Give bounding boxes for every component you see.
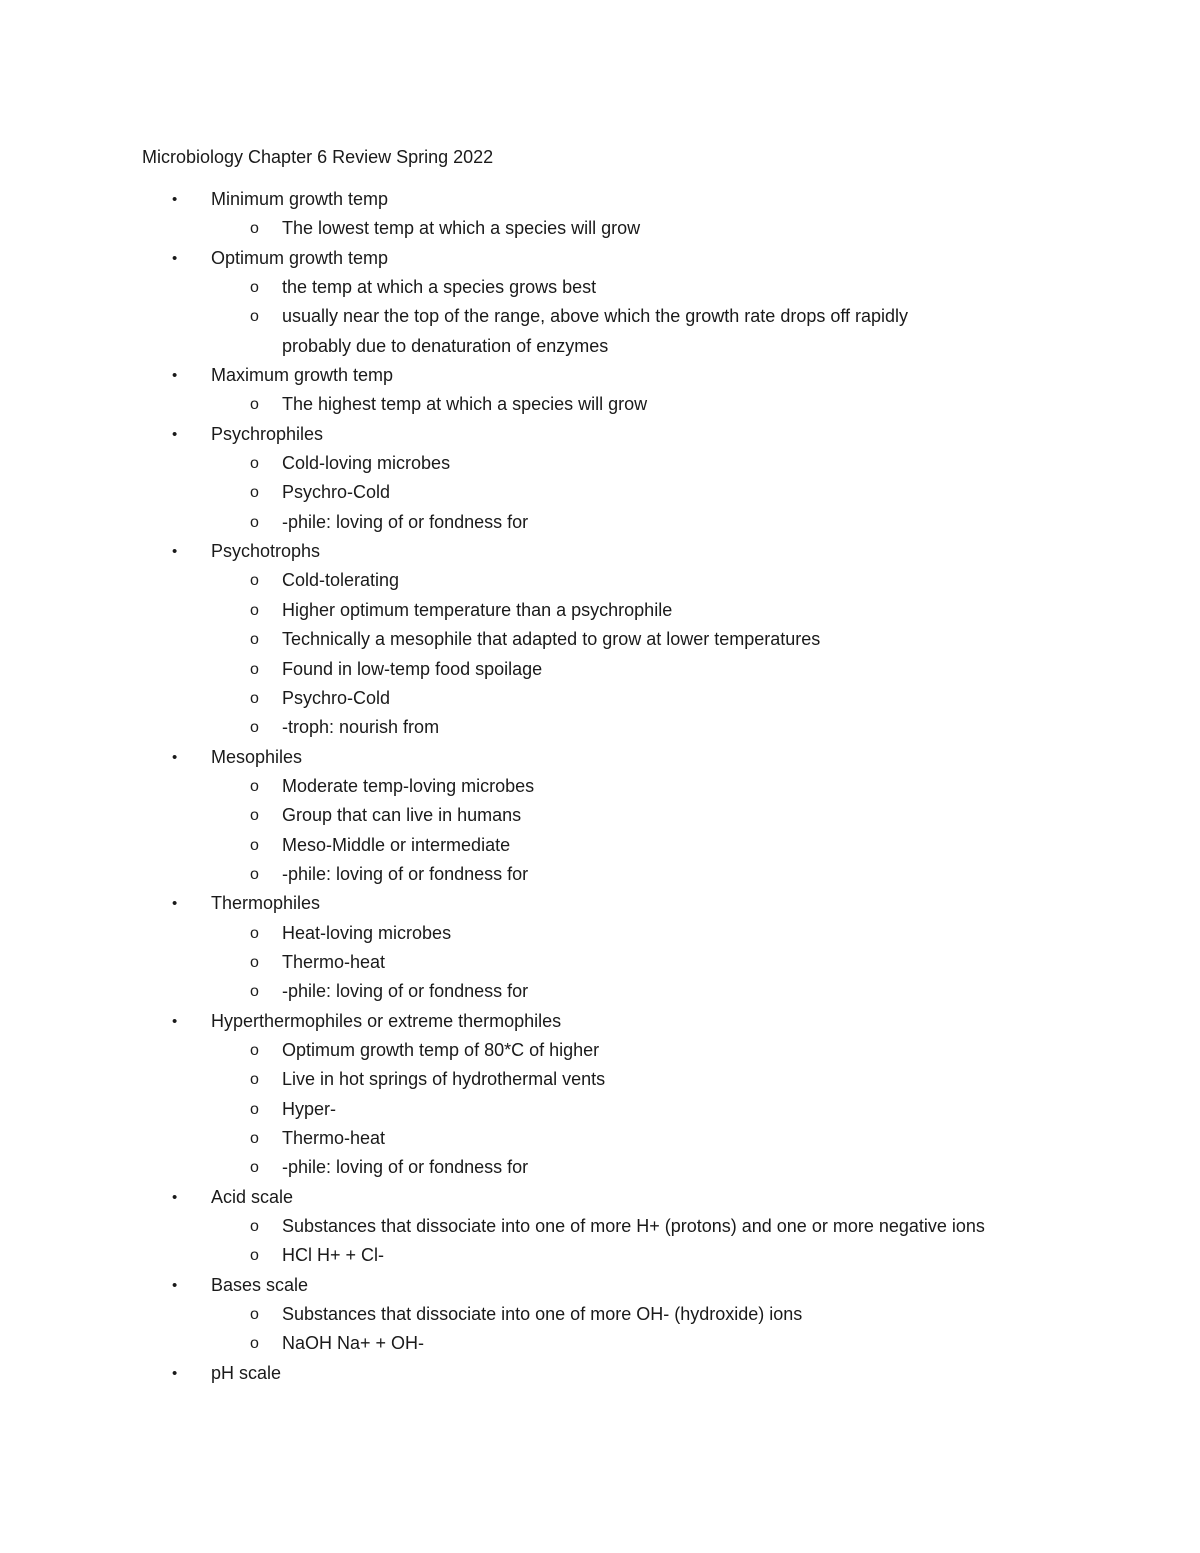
sub-bullet-marker: o [250, 220, 259, 238]
line-text: Optimum growth temp of 80*C of higher [282, 1039, 600, 1060]
bullet-marker: • [172, 367, 178, 385]
line-text: Cold-loving microbes [282, 453, 451, 474]
sub-bullet-marker: o [250, 777, 259, 795]
line-text: -troph: nourish from [282, 717, 440, 738]
bullet-marker: • [172, 543, 178, 561]
line-text: Moderate temp-loving microbes [282, 775, 535, 796]
line-text: -phile: loving of or fondness for [282, 863, 529, 884]
sub-bullet-marker: o [250, 308, 259, 326]
line-text: pH scale [211, 1362, 282, 1383]
sub-bullet-marker: o [250, 953, 259, 971]
sub-bullet-item [0, 566, 1200, 595]
sub-bullet-item [0, 919, 1200, 948]
sub-bullet-marker: o [250, 807, 259, 825]
sub-bullet-item [0, 1153, 1200, 1182]
line-text: usually near the top of the range, above which the growth rate drops off rapidly [282, 306, 909, 327]
line-text: Psychrophiles [211, 423, 324, 444]
sub-bullet-item [0, 1300, 1200, 1329]
line-text: the temp at which a species grows best [282, 277, 597, 298]
line-text: The lowest temp at which a species will grow [282, 218, 641, 239]
sub-bullet-item [0, 302, 1200, 331]
line-text: Psychotrophs [211, 541, 321, 562]
sub-bullet-item [0, 772, 1200, 801]
line-text: HCl H+ + Cl- [282, 1245, 385, 1266]
line-text: Hyperthermophiles or extreme thermophiles [211, 1010, 562, 1031]
sub-bullet-marker: o [250, 924, 259, 942]
sub-bullet-marker: o [250, 1130, 259, 1147]
sub-bullet-marker: o [250, 1218, 259, 1236]
continuation-line [0, 332, 1200, 361]
sub-bullet-marker: o [250, 572, 259, 590]
bullet-marker: • [172, 425, 178, 443]
bullet-marker: • [172, 1364, 178, 1382]
line-text: -phile: loving of or fondness for [282, 981, 529, 1002]
sub-bullet-marker: o [250, 1100, 259, 1118]
sub-bullet-marker: o [250, 484, 259, 502]
sub-bullet-marker: o [250, 1306, 259, 1324]
sub-bullet-marker: o [250, 836, 259, 854]
sub-bullet-item [0, 977, 1200, 1006]
sub-bullet-item [0, 801, 1200, 830]
bullet-marker: • [172, 1012, 178, 1030]
sub-bullet-item [0, 1329, 1200, 1358]
sub-bullet-marker: o [250, 660, 259, 678]
sub-bullet-item [0, 948, 1200, 977]
sub-bullet-item [0, 478, 1200, 507]
line-text: Thermophiles [211, 893, 321, 914]
bullet-item [0, 1183, 1200, 1212]
sub-bullet-item [0, 1241, 1200, 1270]
line-text: Substances that dissociate into one of more H+ (protons) and one or more negative ions [282, 1216, 985, 1237]
sub-bullet-item [0, 273, 1200, 302]
bullet-item [0, 743, 1200, 772]
line-text: Acid scale [211, 1186, 294, 1207]
line-text: -phile: loving of or fondness for [282, 511, 529, 532]
line-text: Cold-tolerating [282, 570, 400, 591]
sub-bullet-item [0, 713, 1200, 742]
line-text: NaOH Na+ + OH- [282, 1333, 425, 1354]
sub-bullet-item [0, 1212, 1200, 1241]
notes-list [0, 185, 1200, 1388]
line-text: Thermo-heat [282, 1128, 386, 1148]
sub-bullet-marker: o [250, 455, 259, 473]
sub-bullet-item [0, 684, 1200, 713]
sub-bullet-marker: o [250, 279, 259, 297]
sub-bullet-marker: o [250, 1071, 259, 1089]
sub-bullet-item [0, 831, 1200, 860]
sub-bullet-item [0, 449, 1200, 478]
sub-bullet-item [0, 860, 1200, 889]
sub-bullet-item [0, 1065, 1200, 1094]
sub-bullet-item [0, 1036, 1200, 1065]
line-text: Meso-Middle or intermediate [282, 834, 511, 855]
sub-bullet-item [0, 1124, 1200, 1153]
line-text: -phile: loving of or fondness for [282, 1157, 529, 1178]
line-text: Hyper- [282, 1098, 337, 1119]
bullet-item [0, 244, 1200, 273]
bullet-item [0, 185, 1200, 214]
sub-bullet-item [0, 390, 1200, 419]
line-text: Minimum growth temp [211, 189, 389, 209]
bullet-marker: • [172, 249, 178, 267]
line-text: Maximum growth temp [211, 365, 394, 386]
bullet-marker: • [172, 895, 178, 913]
line-text: Heat-loving microbes [282, 922, 452, 943]
sub-bullet-marker: o [250, 631, 259, 649]
sub-bullet-marker: o [250, 983, 259, 1001]
bullet-marker: • [172, 748, 178, 766]
sub-bullet-marker: o [250, 1159, 259, 1177]
sub-bullet-marker: o [250, 689, 259, 707]
sub-bullet-item [0, 214, 1200, 243]
line-text: Optimum growth temp [211, 247, 389, 268]
bullet-item [0, 537, 1200, 566]
sub-bullet-marker: o [250, 513, 259, 531]
sub-bullet-marker: o [250, 865, 259, 883]
line-text: Found in low-temp food spoilage [282, 658, 543, 679]
line-text: Bases scale [211, 1274, 309, 1295]
line-text: The highest temp at which a species will grow [282, 394, 648, 415]
sub-bullet-item [0, 1095, 1200, 1124]
bullet-item [0, 889, 1200, 918]
sub-bullet-marker: o [250, 1335, 259, 1353]
line-text: Group that can live in humans [282, 805, 522, 826]
bullet-marker: • [172, 1276, 178, 1294]
line-text: Higher optimum temperature than a psychrophile [282, 599, 673, 620]
sub-bullet-marker: o [250, 1041, 259, 1059]
bullet-item [0, 1271, 1200, 1300]
line-text: Technically a mesophile that adapted to grow at lower temperatures [282, 629, 821, 650]
bullet-marker: • [172, 191, 178, 208]
bullet-item [0, 1007, 1200, 1036]
sub-bullet-marker: o [250, 396, 259, 414]
bullet-item [0, 1359, 1200, 1388]
sub-bullet-item [0, 508, 1200, 537]
bullet-item [0, 361, 1200, 390]
sub-bullet-marker: o [250, 719, 259, 737]
line-text: Substances that dissociate into one of more OH- (hydroxide) ions [282, 1304, 803, 1325]
sub-bullet-item [0, 655, 1200, 684]
sub-bullet-item [0, 596, 1200, 625]
sub-bullet-marker: o [250, 1247, 259, 1265]
line-text: Thermo-heat [282, 951, 386, 972]
bullet-item [0, 420, 1200, 449]
line-text: Mesophiles [211, 746, 303, 767]
line-text: Psychro-Cold [282, 482, 391, 503]
line-text: Live in hot springs of hydrothermal vents [282, 1069, 606, 1090]
document-title: Microbiology Chapter 6 Review Spring 2022 [142, 147, 494, 167]
bullet-marker: • [172, 1188, 178, 1206]
sub-bullet-item [0, 625, 1200, 654]
line-text: Psychro-Cold [282, 687, 391, 708]
line-text: probably due to denaturation of enzymes [282, 335, 609, 356]
sub-bullet-marker: o [250, 601, 259, 619]
